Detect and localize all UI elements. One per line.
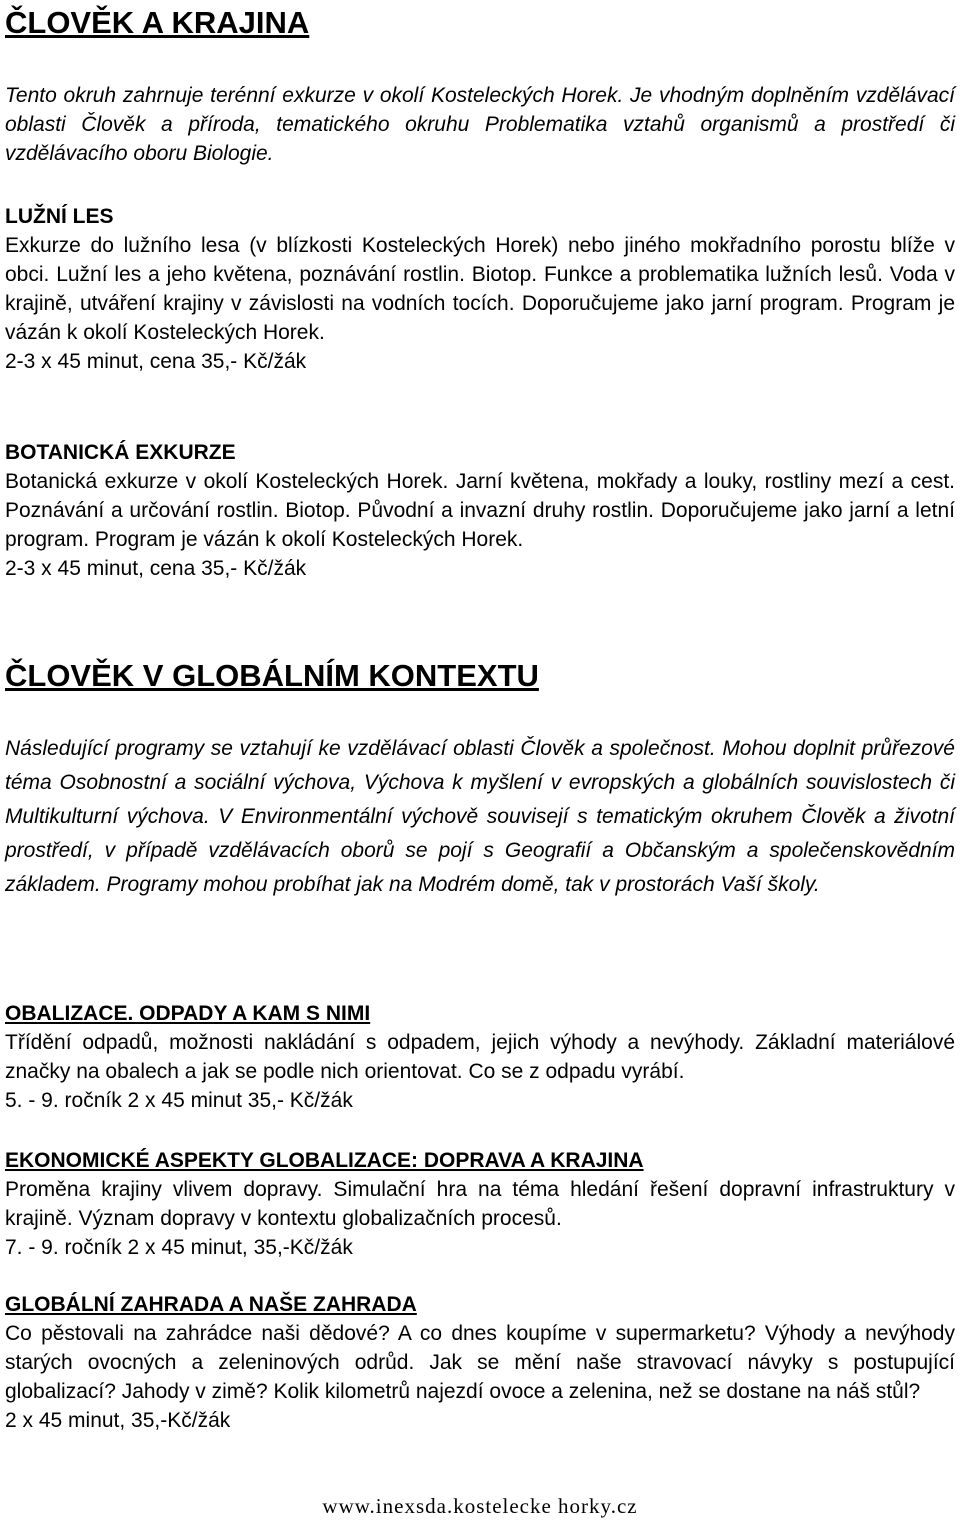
section-botanicka-exkurze (5, 438, 955, 583)
section-title: LUŽNÍ LES (5, 205, 114, 228)
section-body: Co pěstovali na zahrádce naši dědové? A co dnes koupíme v supermarketu? Výhody a nevýhody starých ovocných a zeleninových odrůd. Jak se mění naše stravovací návyky s postupující globalizací? Jahody v zimě? Kolik kilometrů najezdí ovoce a zelenina, než se dostane na náš stůl? (5, 1322, 955, 1403)
section-meta: 7. - 9. ročník 2 x 45 minut, 35,-Kč/žák (5, 1236, 353, 1259)
section-meta: 2-3 x 45 minut, cena 35,- Kč/žák (5, 557, 307, 580)
intro-paragraph-2: Následující programy se vztahují ke vzdělávací oblasti Člověk a společnost. Mohou doplnit průřezové téma Osobnostní a sociální výchova, Výchova k myšlení v evropských a globálních souvislostech či Multikulturní výchova. V Environmentální výchově souvisejí s tematickým okruhem Člověk a životní prostředí, v případě vzdělávacích oborů se pojí s Geografií a Občanským a společenskovědním základem. Programy mohou probíhat jak na Modrém domě, tak v prostorách Vaší školy. (5, 737, 955, 896)
section-body: Proměna krajiny vlivem dopravy. Simulační hra na téma hledání řešení dopravní infrastruktury v krajině. Význam dopravy v kontextu globalizačních procesů. (5, 1178, 955, 1230)
section-title: GLOBÁLNÍ ZAHRADA A NAŠE ZAHRADA (5, 1293, 417, 1316)
section-ekonomicke-aspekty (5, 1146, 955, 1262)
intro-paragraph-1: Tento okruh zahrnuje terénní exkurze v okolí Kosteleckých Horek. Je vhodným doplněním vzdělávací oblasti Člověk a příroda, tematického okruhu Problematika vztahů organismů a prostředí či vzdělávacího oboru Biologie. (5, 84, 955, 165)
heading-clovek-v-globalnim-kontextu: ČLOVĚK V GLOBÁLNÍM KONTEXTU (5, 658, 539, 693)
section-title: OBALIZACE. ODPADY A KAM S NIMI (5, 1002, 371, 1025)
section-meta: 2 x 45 minut, 35,-Kč/žák (5, 1409, 231, 1432)
section-title: BOTANICKÁ EXKURZE (5, 441, 236, 464)
footer-url: www.inexsda.kostelecke horky.cz (322, 1494, 638, 1518)
heading-clovek-a-krajina: ČLOVĚK A KRAJINA (5, 5, 310, 40)
section-body: Botanická exkurze v okolí Kosteleckých Horek. Jarní květena, mokřady a louky, rostliny mezí a cest. Poznávání a určování rostlin. Biotop. Původní a invazní druhy rostlin. Doporučujeme jako jarní a letní program. Program je vázán k okolí Kosteleckých Horek. (5, 470, 955, 551)
section-meta: 2-3 x 45 minut, cena 35,- Kč/žák (5, 350, 307, 373)
section-body: Třídění odpadů, možnosti nakládání s odpadem, jejich výhody a nevýhody. Základní materiálové značky na obalech a jak se podle nich orientovat. Co se z odpadu vyrábí. (5, 1031, 955, 1083)
section-globalni-zahrada (5, 1290, 955, 1435)
section-meta: 5. - 9. ročník 2 x 45 minut 35,- Kč/žák (5, 1089, 353, 1112)
section-luzni-les (5, 202, 955, 376)
section-obalizace (5, 999, 955, 1115)
section-title: EKONOMICKÉ ASPEKTY GLOBALIZACE: DOPRAVA A KRAJINA (5, 1149, 644, 1172)
section-body: Exkurze do lužního lesa (v blízkosti Kosteleckých Horek) nebo jiného mokřadního porostu blíže v obci. Lužní les a jeho květena, poznávání rostlin. Biotop. Funkce a problematika lužních lesů. Voda v krajině, utváření krajiny v závislosti na vodních tocích. Doporučujeme jako jarní program. Program je vázán k okolí Kosteleckých Horek. (5, 234, 955, 344)
